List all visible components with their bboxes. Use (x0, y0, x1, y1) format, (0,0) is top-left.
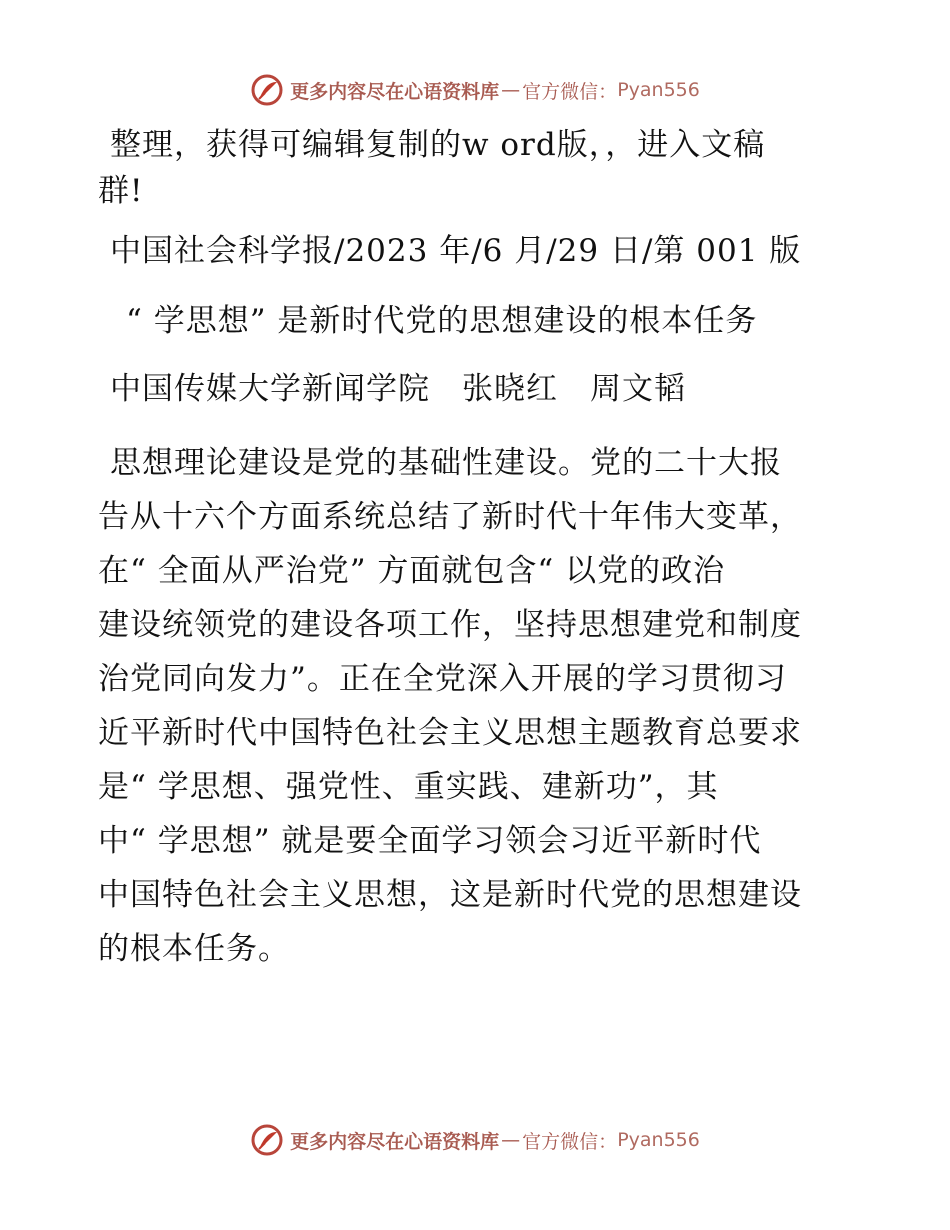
intro-line: 整理，获得可编辑复制的w ord版，，进入文稿 (110, 127, 766, 163)
feather-logo-icon (250, 73, 284, 107)
body-line: 建设统领党的建设各项工作，坚持思想建党和制度 (98, 607, 802, 643)
body-paragraph (98, 436, 858, 976)
body-line: 告从十六个方面系统总结了新时代十年伟大变革， (98, 499, 802, 535)
watermark-wechat-id: Pyan556 (617, 79, 700, 101)
body-line: 是“ 学思想、强党性、重实践、建新功”，其 (98, 769, 719, 805)
article-author: 中国传媒大学新闻学院 张晓红 周文韬 (110, 371, 686, 407)
footer-watermark (0, 1120, 950, 1160)
body-line: 中国特色社会主义思想，这是新时代党的思想建设 (98, 877, 802, 913)
watermark-brand: 更多内容尽在心语资料库 (290, 80, 500, 103)
watermark-wechat-id: Pyan556 (617, 1129, 700, 1151)
body-line: 治党同向发力”。正在全党深入开展的学习贯彻习 (98, 661, 787, 697)
watermark-label: 官方微信： (522, 80, 618, 103)
body-line: 在“ 全面从严治党” 方面就包含“ 以党的政治 (98, 553, 726, 589)
watermark-label: 官方微信： (522, 1130, 618, 1153)
body-line: 思想理论建设是党的基础性建设。党的二十大报 (110, 445, 782, 481)
publication-info: 中国社会科学报/2023 年/6 月/29 日/第 001 版 (110, 233, 802, 269)
intro-line: 群! (98, 173, 144, 209)
watermark-dash: — (501, 79, 521, 101)
body-line: 近平新时代中国特色社会主义思想主题教育总要求 (98, 715, 802, 751)
feather-logo-icon (250, 1123, 284, 1157)
body-line: 中“ 学思想” 就是要全面学习领会习近平新时代 (98, 823, 762, 859)
body-line: 的根本任务。 (98, 931, 290, 967)
article-title: “ 学思想” 是新时代党的思想建设的根本任务 (126, 303, 758, 339)
header-watermark (0, 70, 950, 110)
watermark-brand: 更多内容尽在心语资料库 (290, 1130, 500, 1153)
watermark-dash: — (501, 1129, 521, 1151)
document-body (98, 122, 858, 976)
intro-paragraph (98, 122, 858, 214)
